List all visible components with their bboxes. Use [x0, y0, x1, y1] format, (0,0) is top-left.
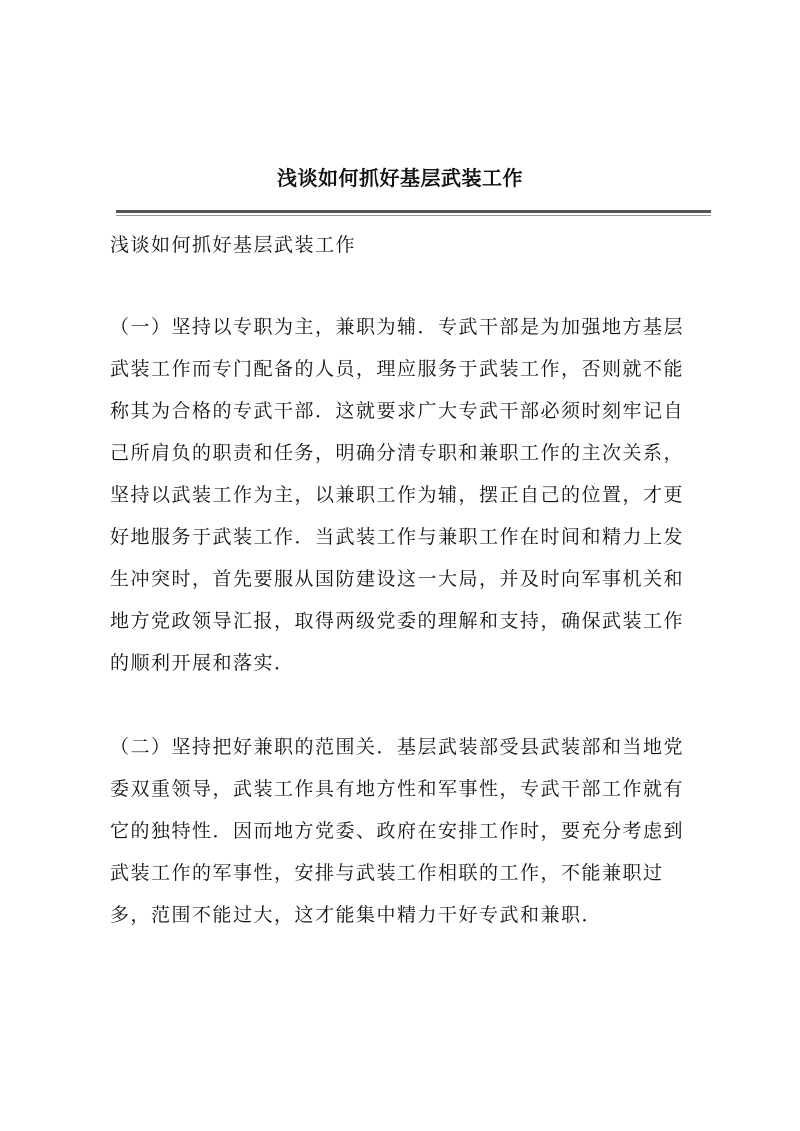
paragraph-line: 称其为合格的专武干部．这就要求广大专武干部必须时刻牢记自 — [110, 400, 685, 422]
title-divider-thin — [116, 215, 711, 216]
paragraph-line: 的顺利开展和落实． — [110, 652, 295, 674]
paragraph-line: 武装工作而专门配备的人员，理应服务于武装工作，否则就不能 — [110, 358, 685, 380]
paragraph-line: 武装工作的军事性，安排与武装工作相联的工作，不能兼职过 — [110, 862, 664, 884]
paragraph-line: 多，范围不能过大，这才能集中精力干好专武和兼职． — [110, 904, 603, 926]
document-title: 浅谈如何抓好基层武装工作 — [277, 166, 523, 190]
paragraph-line: （二）坚持把好兼职的范围关．基层武装部受县武装部和当地党 — [110, 736, 685, 758]
paragraph-line: 委双重领导，武装工作具有地方性和军事性，专武干部工作就有 — [110, 778, 685, 800]
document-subtitle: 浅谈如何抓好基层武装工作 — [110, 234, 357, 256]
title-divider — [116, 210, 711, 213]
paragraph-line: 地方党政领导汇报，取得两级党委的理解和支持，确保武装工作 — [110, 610, 685, 632]
paragraph-line: （一）坚持以专职为主，兼职为辅．专武干部是为加强地方基层 — [110, 316, 685, 338]
paragraph-line: 它的独特性．因而地方党委、政府在安排工作时，要充分考虑到 — [110, 820, 685, 842]
paragraph-line: 坚持以武装工作为主，以兼职工作为辅，摆正自己的位置，才更 — [110, 484, 685, 506]
paragraph-2 — [110, 726, 710, 936]
paragraph-line: 己所肩负的职责和任务，明确分清专职和兼职工作的主次关系， — [110, 442, 685, 464]
paragraph-1 — [110, 306, 710, 684]
paragraph-line: 生冲突时，首先要服从国防建设这一大局，并及时向军事机关和 — [110, 568, 685, 590]
paragraph-line: 好地服务于武装工作．当武装工作与兼职工作在时间和精力上发 — [110, 526, 685, 548]
